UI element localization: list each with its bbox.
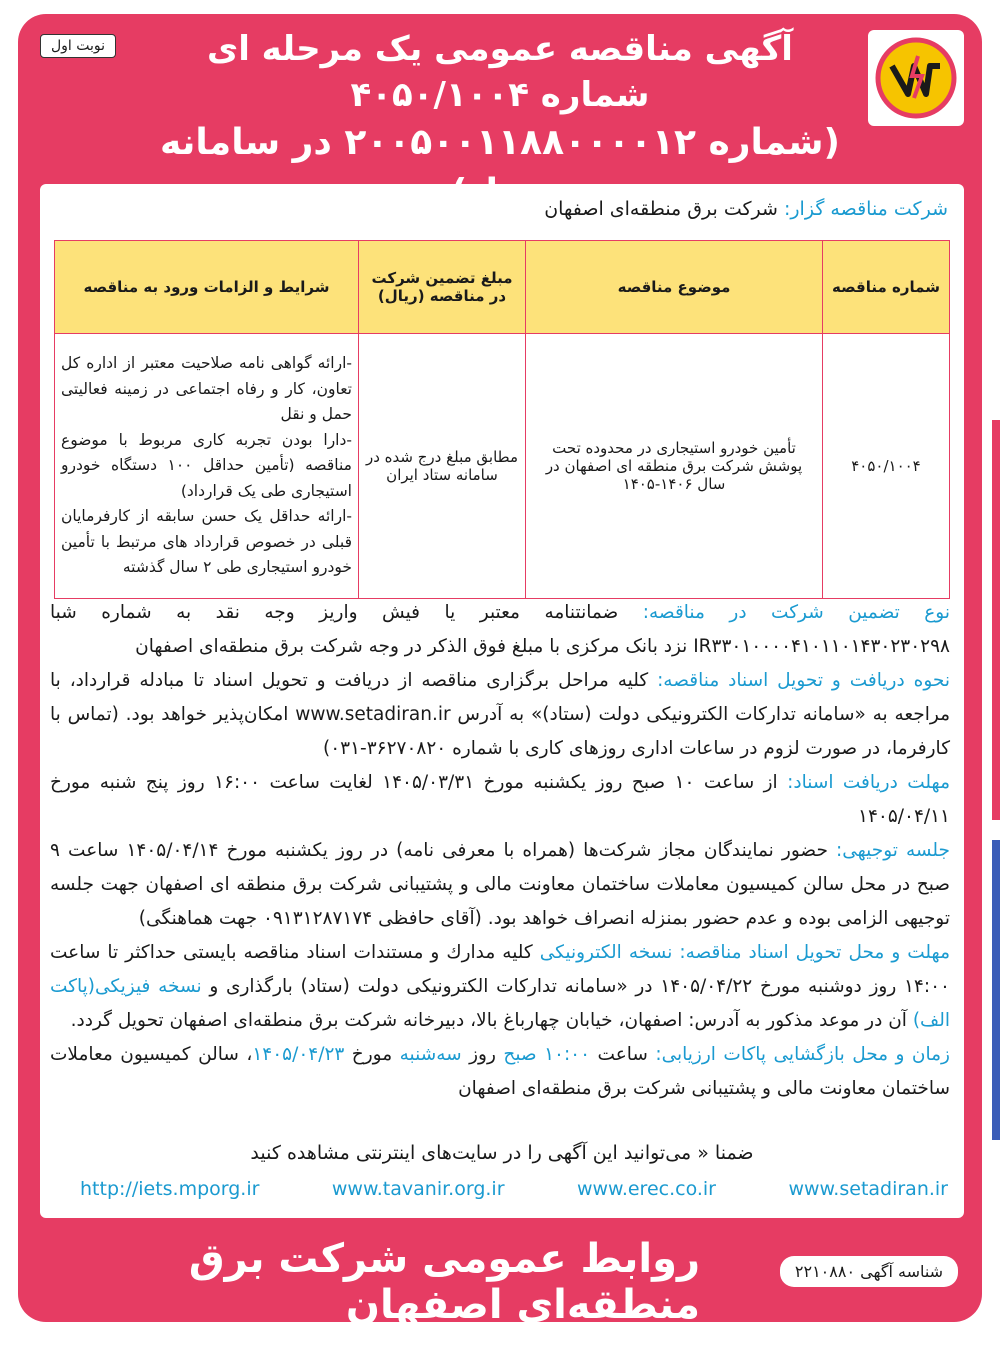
opening-time: ۱۰:۰۰ صبح [503, 1044, 591, 1065]
side-decoration-blue [992, 840, 1000, 1140]
cell-subject: تأمین خودرو استیجاری در محدوده تحت پوشش شرکت برق منطقه ای اصفهان در سال ۱۴۰۶-۱۴۰۵ [526, 334, 823, 599]
title-line-2: شماره ۴۰۵۰/۱۰۰۴ [350, 75, 650, 115]
guarantee-section [50, 596, 950, 664]
table-header-row [55, 241, 950, 334]
requirement-3: -ارائه حداقل یک حسن سابقه از کارفرمایان قبلی در خصوص قرارداد های مرتبط با تأمین خودرو استیجاری طی ۲ سال گذشته [61, 507, 352, 577]
briefing-text: حضور نمایندگان مجاز شرکت‌ها (همراه با معرفی نامه) در روز یکشنبه مورخ ۱۴۰۵/۰۴/۱۴ ساعت ۹ صبح در محل سالن کمیسیون معاملات ساختمان معاونت مالی و پشتیبانی شرکت برق منطقه ای اصفهان جهت جلسه توجیهی الزامی بوده و عدم حضور بمنزله انصراف خواهد بود. (آقای حافظی ۰۹۱۳۱۲۸۷۱۷۴ جهت هماهنگی) [50, 840, 950, 929]
physical-copy-label: نسخه فیزیکی(پاکت الف) [50, 976, 950, 1031]
title-line-3: (شماره ۲۰۰۵۰۰۱۱۸۸۰۰۰۰۱۲ در سامانه [160, 122, 840, 163]
ad-id-badge: شناسه آگهی ۲۲۱۰۸۸۰ [780, 1256, 958, 1287]
organizer-value: شرکت برق منطقه‌ای اصفهان [544, 198, 778, 220]
col-requirements-header: شرایط و الزامات ورود به مناقصه [55, 241, 359, 334]
guarantee-text: ضمانتنامه معتبر یا فیش واریز وجه نقد به شماره شبا IR۳۳۰۱۰۰۰۰۴۱۰۱۱۰۱۴۳۰۲۳۰۲۹۸ نزد بانک مرکزی با مبلغ فوق الذکر در وجه شرکت برق منطقه‌ای اصفهان [50, 602, 950, 657]
tender-table [54, 240, 950, 599]
documents-text: کلیه مراحل برگزاری مناقصه از دریافت و تحویل اسناد تا مبادله قرارداد، با مراجعه به «سامانه تدارکات الکترونیکی دولت (ستاد)» به آدرس www.setadiran.ir امکان‌پذیر خواهد بود. (تماس با کارفرما، در صورت لزوم در ساعات اداری روزهای کاری با شماره ۳۶۲۷۰۸۲۰-۰۳۱) [50, 670, 950, 759]
opening-section [50, 1038, 950, 1106]
opening-t2: روز [469, 1044, 496, 1065]
submission-label: مهلت و محل تحویل اسناد مناقصه: [679, 942, 950, 963]
deadline-section [50, 766, 950, 834]
electronic-copy-label: نسخه الکترونیکی [539, 942, 673, 963]
opening-t3: مورخ [351, 1044, 393, 1065]
submission-section [50, 936, 950, 1038]
col-subject-header: موضوع مناقصه [526, 241, 823, 334]
deadline-text: از ساعت ۱۰ صبح روز یکشنبه مورخ ۱۴۰۵/۰۳/۳۱ لغایت ساعت ۱۶:۰۰ روز پنج شنبه مورخ ۱۴۰۵/۰۴/۱۱ [50, 772, 950, 827]
site-link-erec[interactable]: www.erec.co.ir [576, 1178, 716, 1200]
guarantee-label: نوع تضمین شرکت در مناقصه: [642, 602, 950, 623]
site-link-setadiran[interactable]: www.setadiran.ir [788, 1178, 948, 1200]
organizer-label: شرکت مناقصه گزار: [783, 198, 948, 220]
opening-day: سه‌شنبه [399, 1044, 462, 1065]
documents-section [50, 664, 950, 766]
briefing-section [50, 834, 950, 936]
table-row [55, 334, 950, 599]
cell-number: ۴۰۵۰/۱۰۰۴ [823, 334, 950, 599]
websites-note: ضمنا « می‌توانید این آگهی را در سایت‌های اینترنتی مشاهده کنید [250, 1142, 754, 1164]
websites-list [80, 1178, 948, 1200]
opening-label: زمان و محل بازگشایی پاکات ارزیابی: [655, 1044, 950, 1065]
cell-requirements [55, 334, 359, 599]
opening-t1: ساعت [597, 1044, 648, 1065]
cell-guarantee: مطابق مبلغ درج شده در سامانه ستاد ایران [359, 334, 526, 599]
deadline-label: مهلت دریافت اسناد: [787, 772, 950, 793]
requirement-2: -دارا بودن تجربه کاری مربوط با موضوع مناقصه (تأمین حداقل ۱۰۰ دستگاه خودرو استیجاری طی یک قرارداد) [61, 430, 352, 500]
requirement-1: -ارائه گواهی نامه صلاحیت معتبر از اداره کل تعاون، کار و رفاه اجتماعی در زمینه فعالیتی حمل و نقل [61, 354, 352, 424]
briefing-label: جلسه توجیهی: [836, 840, 950, 861]
content-panel [40, 184, 964, 1218]
col-guarantee-header: مبلغ تضمین شرکت در مناقصه (ریال) [359, 241, 526, 334]
documents-label: نحوه دریافت و تحویل اسناد مناقصه: [657, 670, 950, 691]
col-number-header: شماره مناقصه [823, 241, 950, 334]
opening-text: ، سالن کمیسیون معاملات ساختمان معاونت مالی و پشتیبانی شرکت برق منطقه‌ای اصفهان [50, 1044, 950, 1099]
site-link-iets[interactable]: http://iets.mporg.ir [80, 1178, 260, 1200]
submission-text-1: کلیه مدارك و مستندات اسناد مناقصه بایستی حداکثر تا ساعت ۱۴:۰۰ روز دوشنبه مورخ ۱۴۰۵/۰۴/۲۲ در «سامانه تدارکات الکترونیکی دولت (ستاد) بارگذاری و [50, 942, 950, 997]
electric-logo-icon [874, 36, 958, 120]
company-logo [868, 30, 964, 126]
title-line-1: آگهی مناقصه عمومی یک مرحله ای [207, 29, 793, 69]
opening-date: ۱۴۰۵/۰۴/۲۳ [252, 1044, 345, 1065]
submission-text-2: آن در موعد مذکور به آدرس: اصفهان، خیابان چهارباغ بالا، دبیرخانه شرکت برق منطقه‌ای اصفهان تحویل گردد. [70, 1010, 907, 1031]
footer-title: روابط عمومی شرکت برق منطقه‌ای اصفهان [188, 1236, 700, 1328]
side-decoration [992, 420, 1000, 820]
organizer [544, 198, 948, 220]
site-link-tavanir[interactable]: www.tavanir.org.ir [331, 1178, 505, 1200]
ad-body [50, 596, 950, 1106]
issue-badge: نوبت اول [40, 34, 116, 58]
